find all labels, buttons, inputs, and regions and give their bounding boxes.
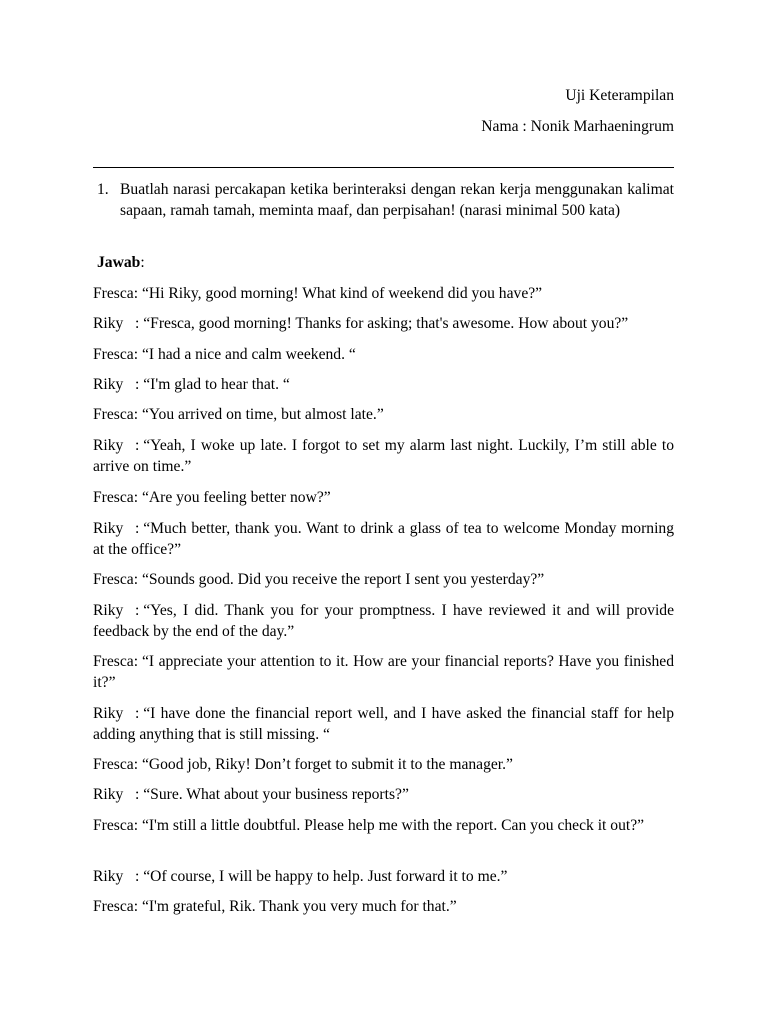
dialogue-line xyxy=(93,405,674,426)
horizontal-divider xyxy=(93,167,674,168)
dialogue-text: “I appreciate your attention to it. How are your financial reports? Have you finished it?” xyxy=(93,653,674,691)
dialogue-text: “I'm still a little doubtful. Please help me with the report. Can you check it out?” xyxy=(141,817,645,834)
dialogue-text: “Are you feeling better now?” xyxy=(141,489,331,506)
dialogue-line xyxy=(93,488,674,509)
speaker-separator: : xyxy=(135,520,144,537)
dialogue-line xyxy=(93,345,674,366)
speaker-name: Fresca xyxy=(93,571,134,588)
speaker-name: Riky xyxy=(93,705,136,722)
speaker-separator: : xyxy=(135,376,144,393)
dialogue-text: “Hi Riky, good morning! What kind of weekend did you have?” xyxy=(141,285,543,302)
dialogue-text: “Yeah, I woke up late. I forgot to set my alarm last night. Luckily, I’m still able to arrive on time.” xyxy=(93,437,674,475)
speaker-name: Fresca xyxy=(93,653,134,670)
speaker-name: Fresca xyxy=(93,285,134,302)
dialogue-line xyxy=(93,652,674,693)
dialogue-text: “I have done the financial report well, and I have asked the financial staff for help adding anything that is still missing. “ xyxy=(93,705,674,743)
name-value: Nonik Marhaeningrum xyxy=(530,118,674,135)
dialogue-line xyxy=(93,375,674,396)
question-text: Buatlah narasi percakapan ketika berinteraksi dengan rekan kerja menggunakan kalimat sapaan, ramah tamah, meminta maaf, dan perpisahan! (narasi minimal 500 kata) xyxy=(120,181,674,219)
speaker-separator: : xyxy=(133,571,142,588)
dialogue-line xyxy=(93,755,674,776)
dialogue-line xyxy=(93,867,674,888)
dialogue-text: “Sounds good. Did you receive the report I sent you yesterday?” xyxy=(141,571,545,588)
speaker-separator: : xyxy=(133,346,142,363)
speaker-name: Fresca xyxy=(93,346,134,363)
answer-label-text: Jawab xyxy=(97,254,141,271)
dialogue-text: “Sure. What about your business reports?” xyxy=(143,786,409,803)
name-label: Nama xyxy=(481,118,519,135)
dialogue-text: “You arrived on time, but almost late.” xyxy=(141,406,384,423)
speaker-separator: : xyxy=(135,602,144,619)
speaker-separator: : xyxy=(133,756,142,773)
speaker-name: Riky xyxy=(93,602,136,619)
speaker-separator: : xyxy=(135,786,144,803)
dialogue-line xyxy=(93,897,674,918)
dialogue-text: “Of course, I will be happy to help. Just forward it to me.” xyxy=(143,868,508,885)
dialogue-text: “Good job, Riky! Don’t forget to submit it to the manager.” xyxy=(141,756,513,773)
speaker-separator: : xyxy=(135,437,144,454)
speaker-separator: : xyxy=(135,868,144,885)
dialogue-text: “I'm glad to hear that. “ xyxy=(143,376,290,393)
speaker-separator: : xyxy=(133,898,142,915)
name-separator: : xyxy=(522,118,527,135)
document-title xyxy=(565,86,674,107)
speaker-name: Riky xyxy=(93,315,136,332)
speaker-name: Fresca xyxy=(93,898,134,915)
dialogue-text: “I'm grateful, Rik. Thank you very much for that.” xyxy=(141,898,457,915)
speaker-name: Fresca xyxy=(93,406,134,423)
student-name-line xyxy=(481,117,674,138)
dialogue-line xyxy=(93,314,674,335)
dialogue-line xyxy=(93,601,674,642)
speaker-name: Riky xyxy=(93,786,136,803)
dialogue-line xyxy=(93,816,674,837)
dialogue-text: “Yes, I did. Thank you for your promptness. I have reviewed it and will provide feedback by the end of the day.” xyxy=(93,602,674,640)
speaker-name: Fresca xyxy=(93,817,134,834)
dialogue-text: “I had a nice and calm weekend. “ xyxy=(141,346,356,363)
speaker-name: Riky xyxy=(93,868,136,885)
speaker-separator: : xyxy=(133,489,142,506)
answer-label xyxy=(97,253,145,274)
speaker-separator: : xyxy=(133,406,142,423)
dialogue-line xyxy=(93,570,674,591)
dialogue-line xyxy=(93,436,674,477)
speaker-separator: : xyxy=(133,817,142,834)
speaker-separator: : xyxy=(133,285,142,302)
speaker-name: Fresca xyxy=(93,756,134,773)
speaker-separator: : xyxy=(133,653,142,670)
speaker-separator: : xyxy=(135,315,144,332)
dialogue-line xyxy=(93,704,674,745)
speaker-name: Riky xyxy=(93,437,136,454)
dialogue-line xyxy=(93,284,674,305)
speaker-name: Fresca xyxy=(93,489,134,506)
dialogue-text: “Much better, thank you. Want to drink a glass of tea to welcome Monday morning at the office?” xyxy=(93,520,674,558)
question-number: 1. xyxy=(97,181,109,198)
dialogue-line xyxy=(93,785,674,806)
answer-label-colon: : xyxy=(140,254,145,271)
dialogue-line xyxy=(93,519,674,560)
document-page xyxy=(93,0,674,1024)
speaker-name: Riky xyxy=(93,520,136,537)
speaker-separator: : xyxy=(135,705,144,722)
speaker-name: Riky xyxy=(93,376,136,393)
question-item xyxy=(93,180,674,221)
dialogue-text: “Fresca, good morning! Thanks for asking; that's awesome. How about you?” xyxy=(143,315,629,332)
document-title-text: Uji Keterampilan xyxy=(565,87,674,104)
